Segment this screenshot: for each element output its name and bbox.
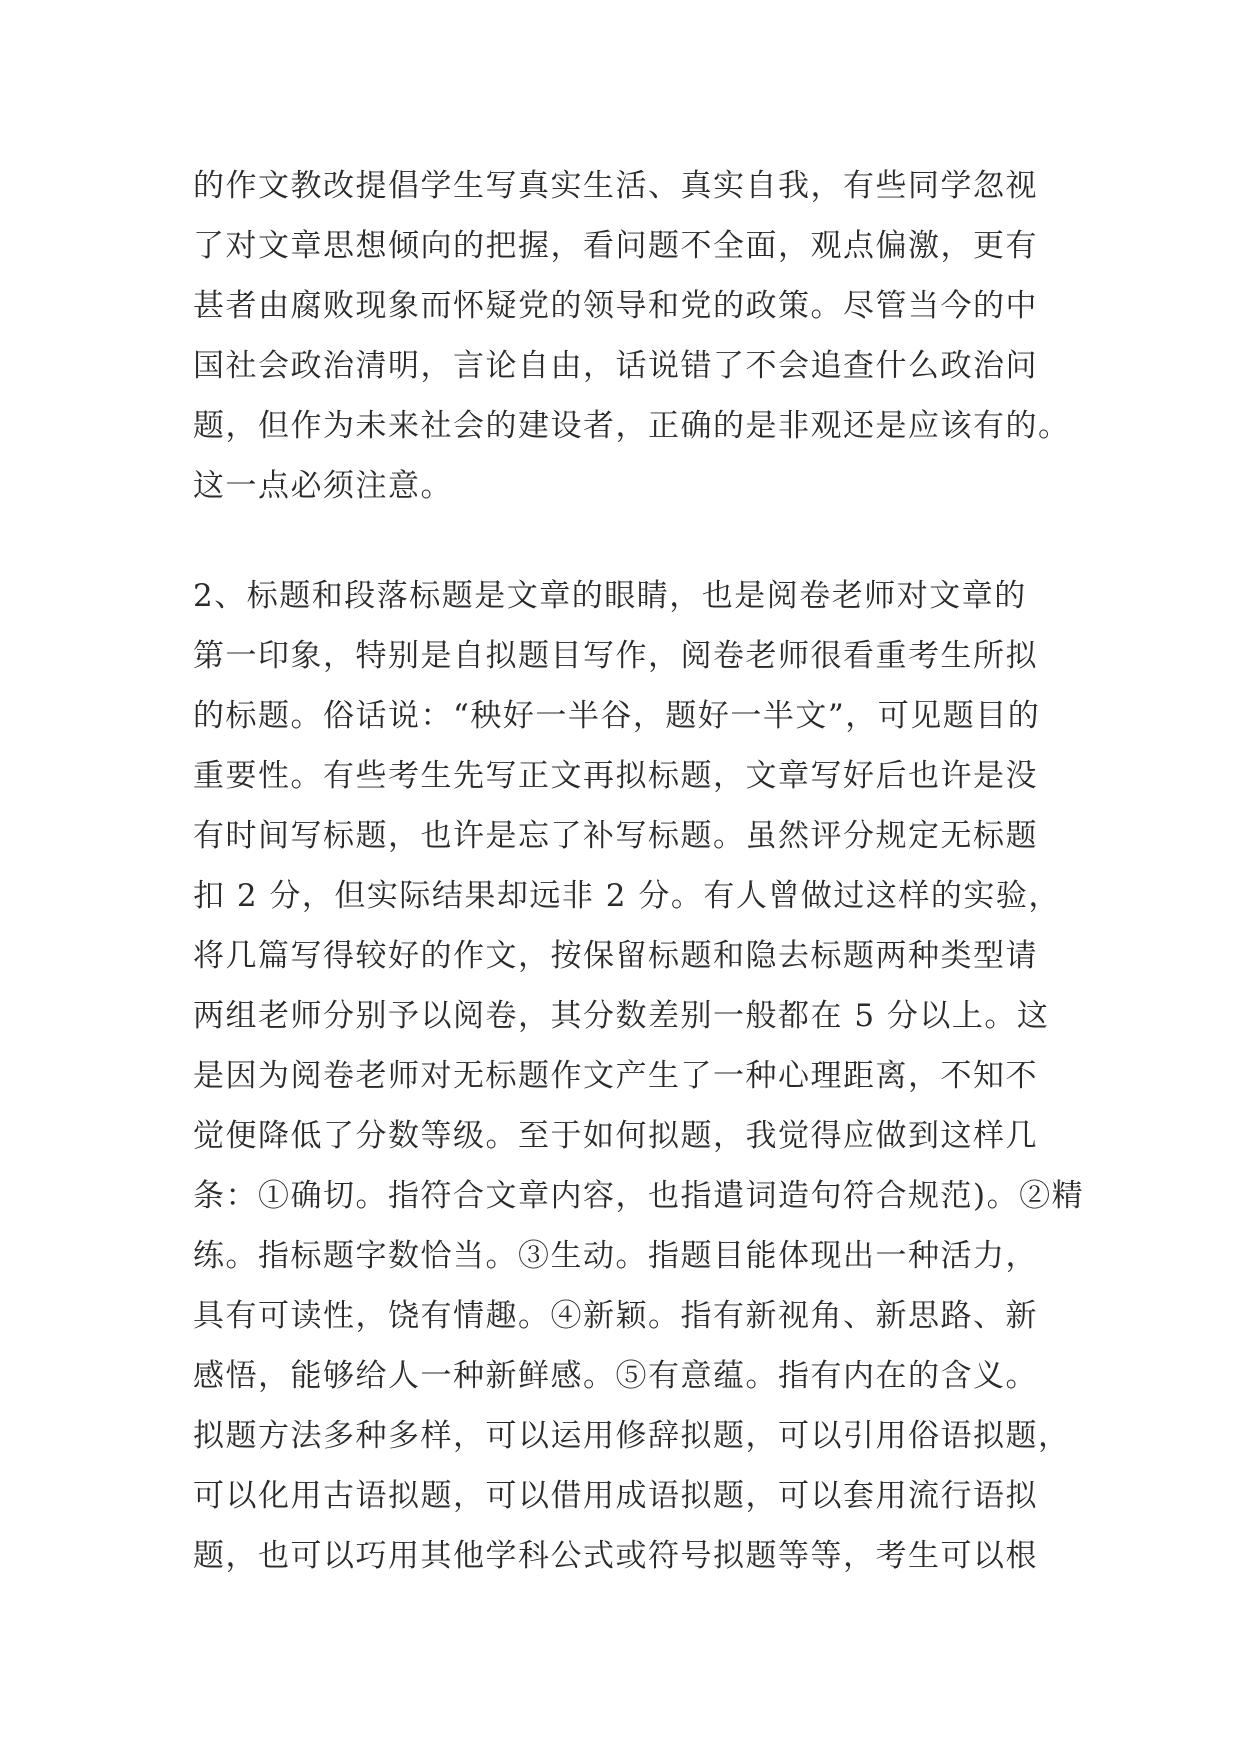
text-line: 具有可读性，饶有情趣。④新颖。指有新视角、新思路、新 bbox=[193, 1298, 1038, 1334]
text-line: 两组老师分别予以阅卷，其分数差别一般都在 5 分以上。这 bbox=[193, 998, 1050, 1034]
text-line: 的作文教改提倡学生写真实生活、真实自我，有些同学忽视 bbox=[193, 168, 1038, 204]
text-line: 这一点必须注意。 bbox=[193, 468, 453, 504]
text-line: 将几篇写得较好的作文，按保留标题和隐去标题两种类型请 bbox=[193, 938, 1038, 974]
paragraph-2 bbox=[193, 566, 1085, 1586]
text-line: 感悟，能够给人一种新鲜感。⑤有意蕴。指有内在的含义。 bbox=[193, 1358, 1038, 1394]
paragraph-1 bbox=[193, 156, 1073, 516]
text-line: 重要性。有些考生先写正文再拟标题，文章写好后也许是没 bbox=[193, 758, 1038, 794]
text-line: 了对文章思想倾向的把握，看问题不全面，观点偏激，更有 bbox=[193, 228, 1038, 264]
text-line: 练。指标题字数恰当。③生动。指题目能体现出一种活力， bbox=[193, 1238, 1038, 1274]
text-line: 2、标题和段落标题是文章的眼睛，也是阅卷老师对文章的 bbox=[193, 578, 1027, 614]
text-line: 扣 2 分，但实际结果却远非 2 分。有人曾做过这样的实验， bbox=[193, 878, 1061, 914]
text-line: 题，也可以巧用其他学科公式或符号拟题等等，考生可以根 bbox=[193, 1538, 1038, 1574]
text-line: 觉便降低了分数等级。至于如何拟题，我觉得应做到这样几 bbox=[193, 1118, 1038, 1154]
text-line: 是因为阅卷老师对无标题作文产生了一种心理距离，不知不 bbox=[193, 1058, 1038, 1094]
text-line: 可以化用古语拟题，可以借用成语拟题，可以套用流行语拟 bbox=[193, 1478, 1038, 1514]
text-line: 有时间写标题，也许是忘了补写标题。虽然评分规定无标题 bbox=[193, 818, 1038, 854]
text-line: 的标题。俗话说：“秧好一半谷，题好一半文”，可见题目的 bbox=[193, 698, 1041, 734]
text-line: 甚者由腐败现象而怀疑党的领导和党的政策。尽管当今的中 bbox=[193, 288, 1038, 324]
text-line: 题，但作为未来社会的建设者，正确的是非观还是应该有的。 bbox=[193, 408, 1071, 444]
text-line: 拟题方法多种多样，可以运用修辞拟题，可以引用俗语拟题， bbox=[193, 1418, 1071, 1454]
text-line: 条：①确切。指符合文章内容，也指遣词造句符合规范)。②精 bbox=[193, 1178, 1085, 1214]
text-line: 第一印象，特别是自拟题目写作，阅卷老师很看重考生所拟 bbox=[193, 638, 1038, 674]
text-line: 国社会政治清明，言论自由，话说错了不会追查什么政治问 bbox=[193, 348, 1038, 384]
